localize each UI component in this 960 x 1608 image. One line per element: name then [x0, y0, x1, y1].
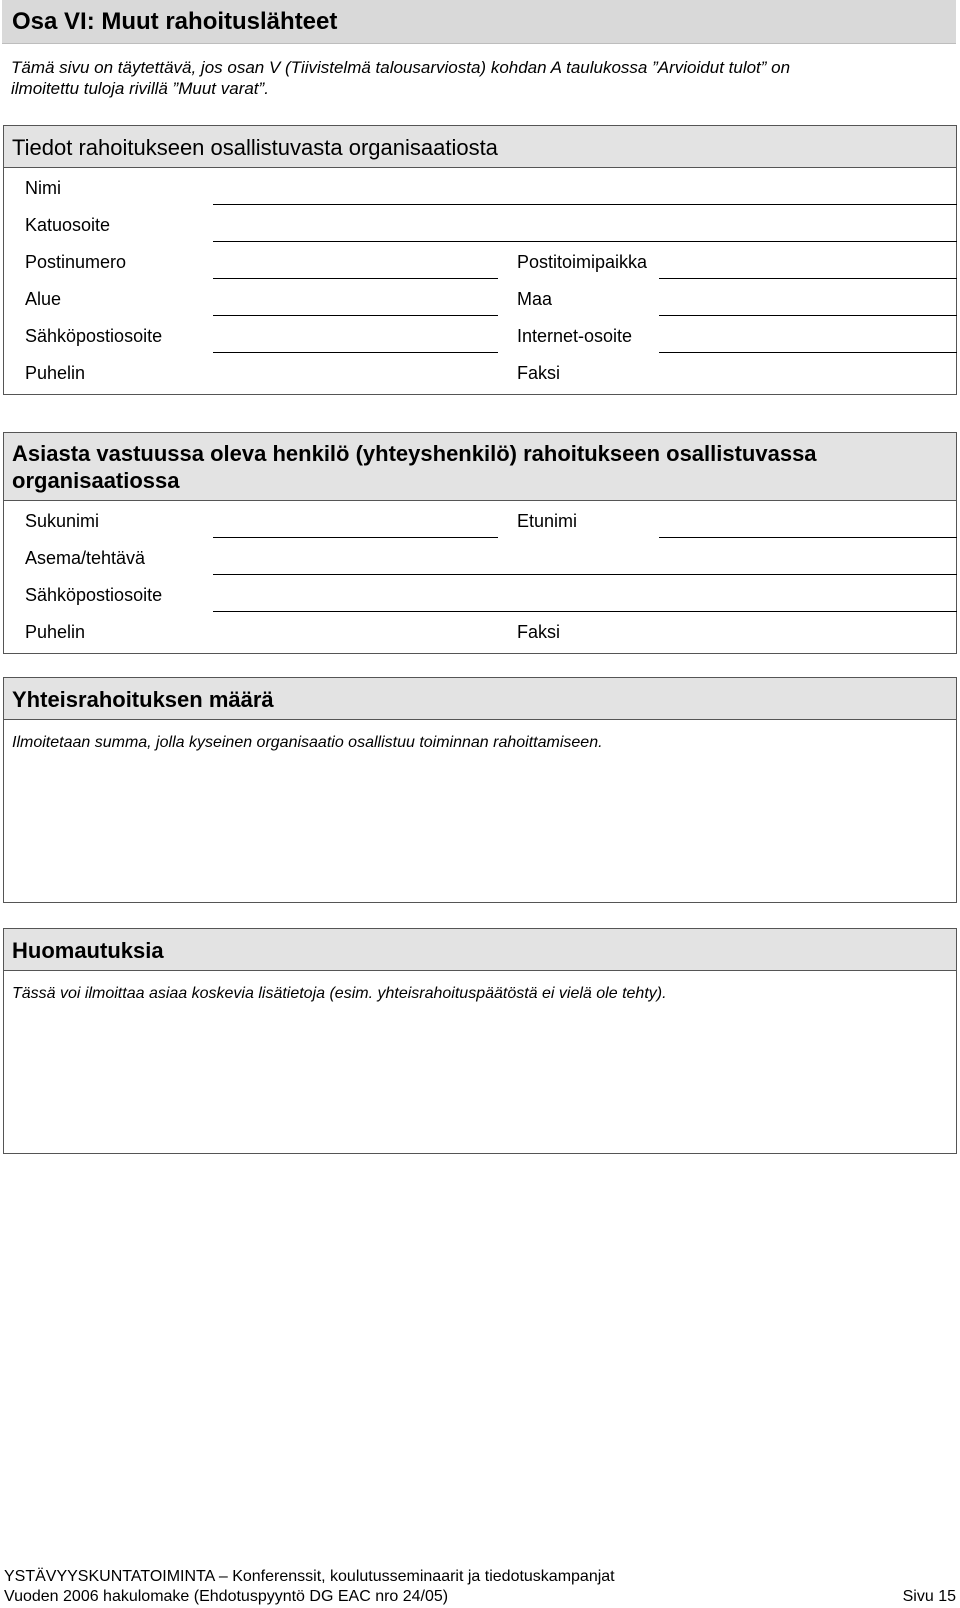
name-field[interactable] [213, 204, 957, 205]
phone-label: Puhelin [25, 363, 86, 383]
intro-text [11, 57, 911, 99]
contact-phone-label: Puhelin [25, 622, 86, 642]
remarks-section-title: Huomautuksia [12, 938, 164, 963]
cofinancing-section-header [4, 678, 956, 720]
org-section-header [4, 126, 956, 168]
remarks-section [3, 928, 957, 1154]
contact-section-title-line-2: organisaatiossa [12, 468, 180, 493]
surname-field[interactable] [213, 537, 498, 538]
cofinancing-answer-area[interactable] [4, 758, 956, 902]
contact-section-title-line-1: Asiasta vastuussa oleva henkilö (yhteyshenkilö) rahoitukseen osallistuvassa [12, 441, 817, 466]
intro-line-1: Tämä sivu on täytettävä, jos osan V (Tiivistelmä talousarviosta) kohdan A taulukossa ”Arvioidut tulot” on [11, 58, 791, 77]
page-title: Osa VI: Muut rahoituslähteet [12, 8, 338, 35]
contact-email-field[interactable] [213, 611, 957, 612]
name-label: Nimi [25, 178, 61, 198]
region-label: Alue [25, 289, 62, 309]
page-number: Sivu 15 [902, 1588, 956, 1605]
intro-line-2: ilmoitettu tuloja rivillä ”Muut varat”. [11, 79, 269, 98]
remarks-note: Tässä voi ilmoittaa asiaa koskevia lisätietoja (esim. yhteisrahoituspäätöstä ei vielä ole tehty). [12, 985, 667, 1002]
remarks-answer-area[interactable] [4, 1009, 956, 1153]
contact-section-header [4, 433, 956, 501]
firstname-field[interactable] [659, 537, 957, 538]
postcode-label: Postinumero [25, 252, 127, 272]
footer-line-1: YSTÄVYYSKUNTATOIMINTA – Konferenssit, koulutusseminaarit ja tiedotuskampanjat [4, 1568, 615, 1585]
footer-line-2: Vuoden 2006 hakulomake (Ehdotuspyyntö DG EAC nro 24/05) [4, 1588, 449, 1605]
postcode-field[interactable] [213, 278, 498, 279]
org-section-title: Tiedot rahoitukseen osallistuvasta organisaatiosta [12, 135, 498, 160]
cofinancing-section [3, 677, 957, 903]
position-label: Asema/tehtävä [25, 548, 146, 568]
email-field[interactable] [213, 352, 498, 353]
contact-email-label: Sähköpostiosoite [25, 585, 163, 605]
cofinancing-section-title: Yhteisrahoituksen määrä [12, 687, 274, 712]
cofinancing-note: Ilmoitetaan summa, jolla kyseinen organisaatio osallistuu toiminnan rahoittamiseen. [12, 734, 603, 751]
city-field[interactable] [659, 278, 957, 279]
street-label: Katuosoite [25, 215, 111, 235]
surname-label: Sukunimi [25, 511, 100, 531]
country-label: Maa [517, 289, 553, 309]
website-field[interactable] [659, 352, 957, 353]
contact-fax-label: Faksi [517, 622, 561, 642]
website-label: Internet-osoite [517, 326, 633, 346]
contact-section [3, 432, 957, 654]
org-section [3, 125, 957, 395]
email-label: Sähköpostiosoite [25, 326, 163, 346]
fax-label: Faksi [517, 363, 561, 383]
remarks-section-header [4, 929, 956, 971]
region-field[interactable] [213, 315, 498, 316]
firstname-label: Etunimi [517, 511, 578, 531]
page-title-bar [2, 0, 956, 44]
city-label: Postitoimipaikka [517, 252, 648, 272]
country-field[interactable] [659, 315, 957, 316]
street-field[interactable] [213, 241, 957, 242]
position-field[interactable] [213, 574, 957, 575]
